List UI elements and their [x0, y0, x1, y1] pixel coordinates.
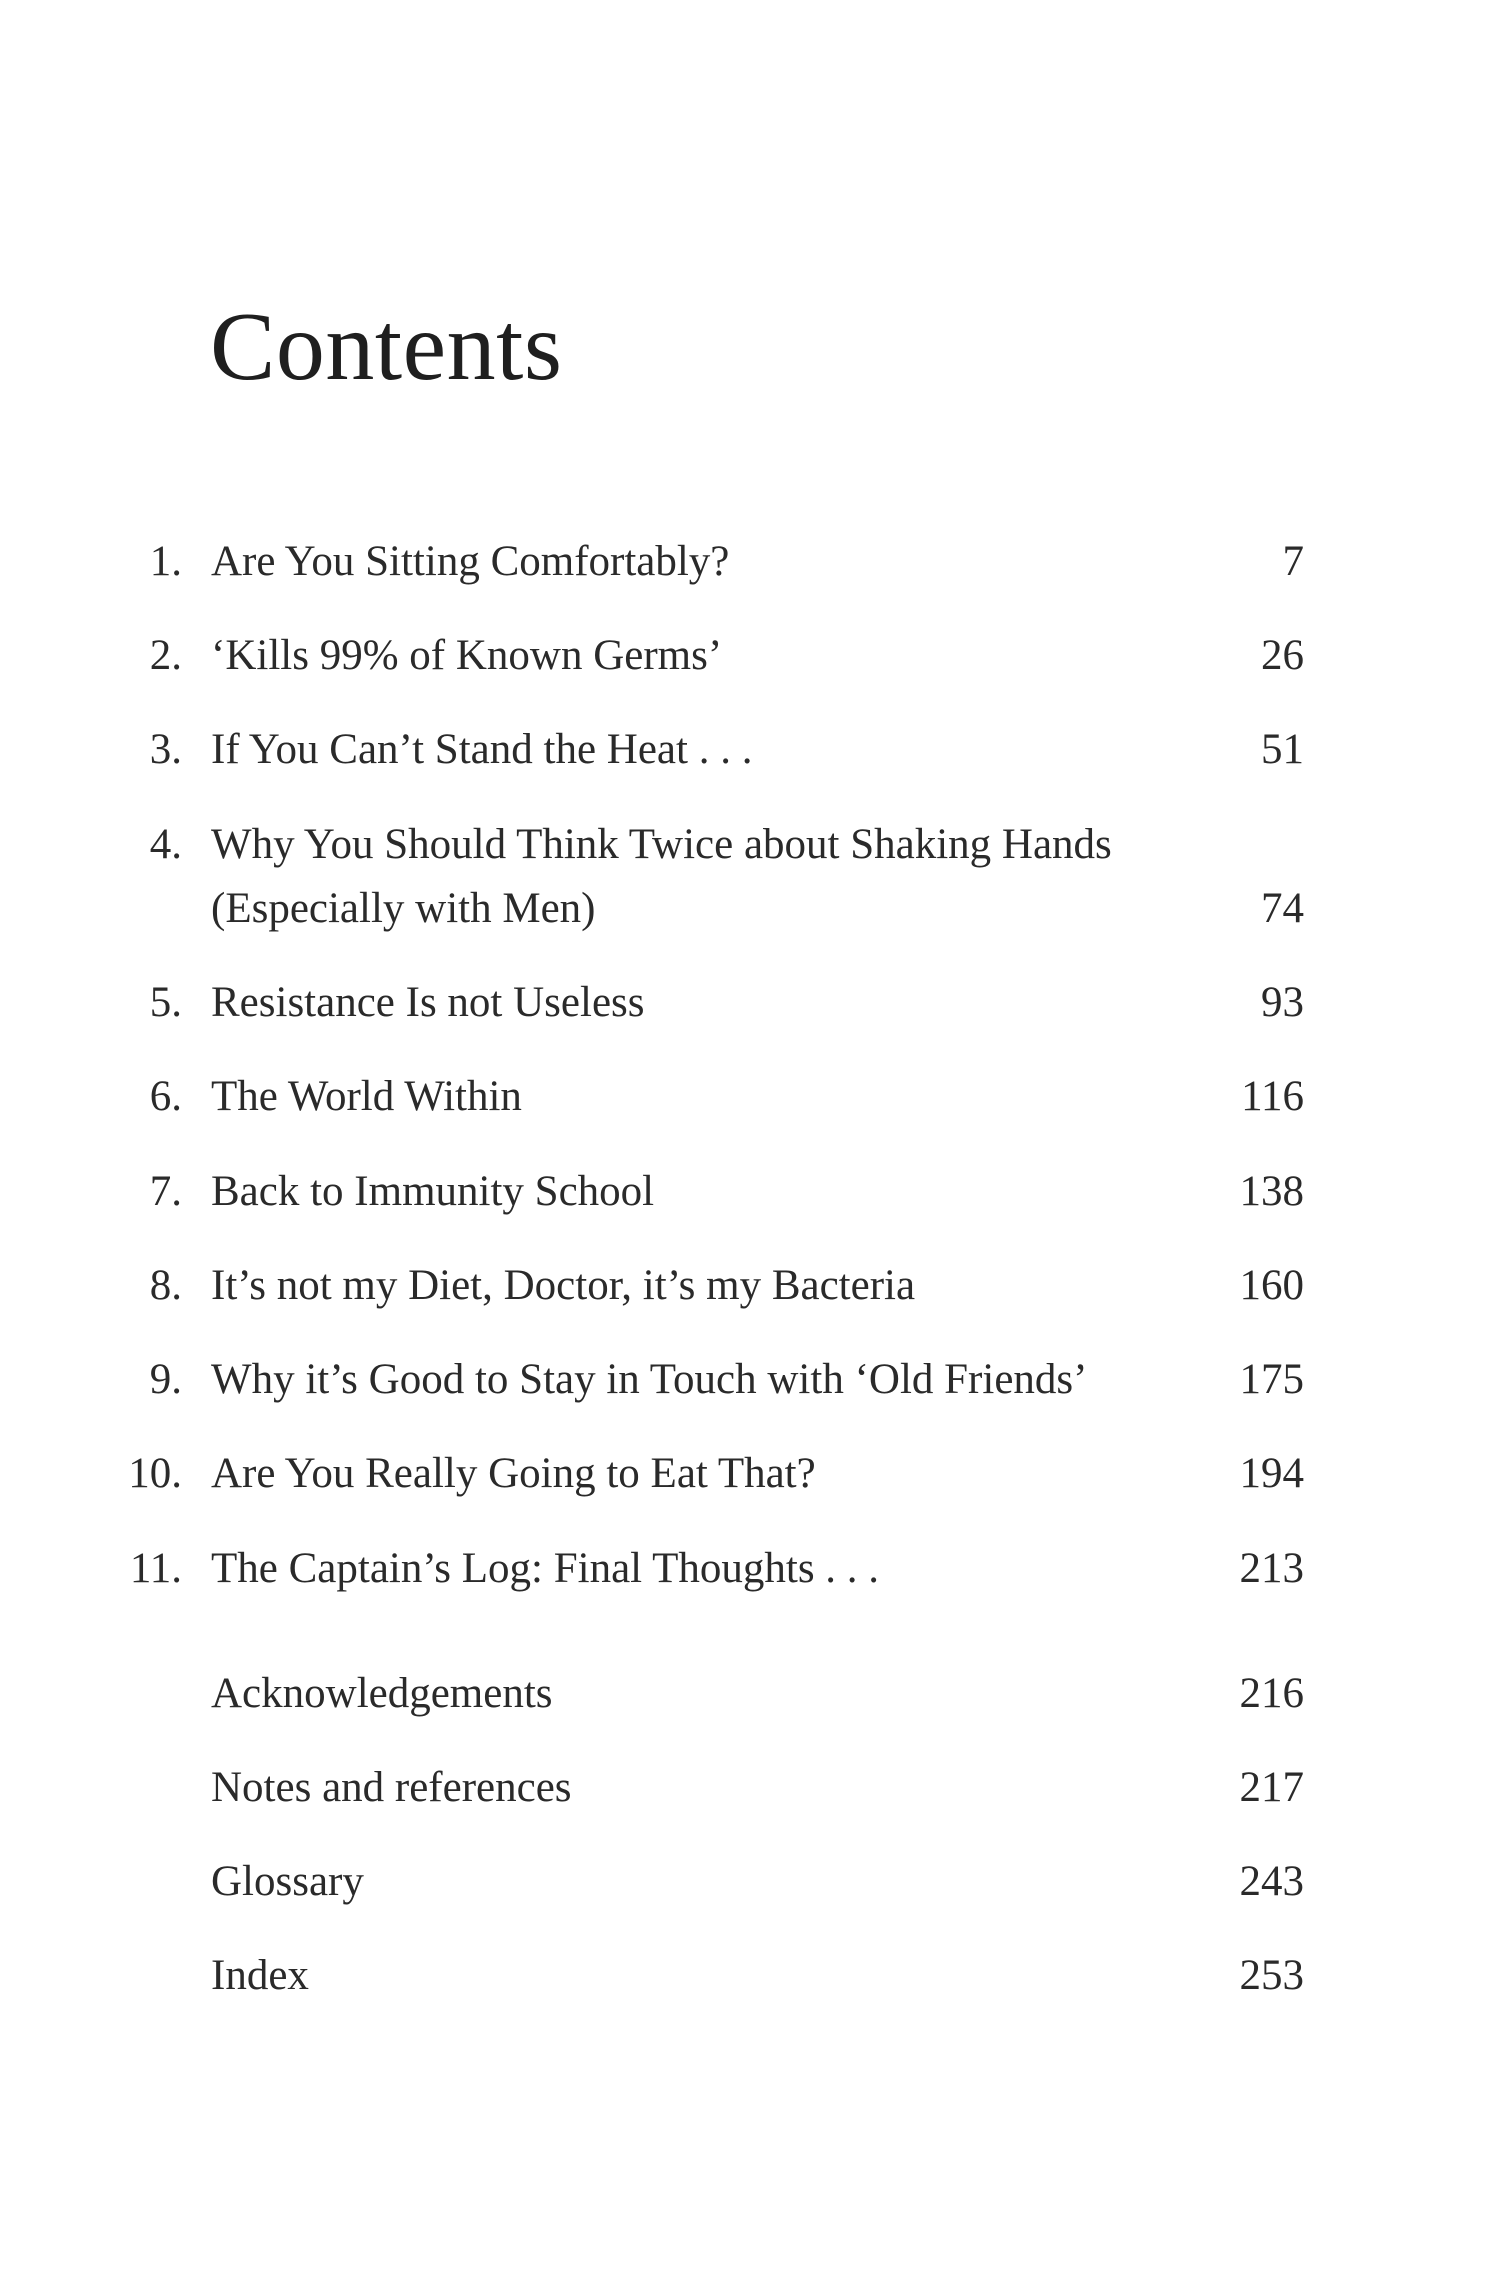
page-number: 213	[1239, 1545, 1304, 1592]
chapter-title: ‘Kills 99% of Known Germs’	[211, 632, 723, 679]
chapter-title: Back to Immunity School	[211, 1168, 655, 1215]
chapter-title: Resistance Is not Useless	[211, 979, 645, 1026]
chapter-number: 1.	[149, 538, 182, 585]
chapter-title-line-1: Why You Should Think Twice about Shaking Hands	[211, 821, 1112, 868]
chapter-title: Why it’s Good to Stay in Touch with ‘Old Friends’	[211, 1356, 1088, 1403]
chapter-number: 7.	[149, 1168, 182, 1215]
page-number: 175	[1239, 1356, 1304, 1403]
back-matter-title: Notes and references	[211, 1764, 572, 1811]
back-matter-title: Glossary	[211, 1858, 364, 1905]
page-number: 194	[1239, 1450, 1304, 1497]
page-number: 217	[1239, 1764, 1304, 1811]
back-matter-title: Index	[211, 1952, 309, 1999]
page-number: 253	[1239, 1952, 1304, 1999]
page-number: 160	[1239, 1262, 1304, 1309]
chapter-title-line-2: (Especially with Men)	[211, 885, 596, 932]
page-number: 26	[1261, 632, 1304, 679]
chapter-number: 4.	[149, 821, 182, 868]
page-number: 7	[1282, 538, 1304, 585]
page-number: 243	[1239, 1858, 1304, 1905]
page-number: 93	[1261, 979, 1304, 1026]
back-matter-title: Acknowledgements	[211, 1670, 553, 1717]
page-number: 216	[1239, 1670, 1304, 1717]
chapter-title: The Captain’s Log: Final Thoughts . . .	[211, 1545, 880, 1592]
chapter-title: If You Can’t Stand the Heat . . .	[211, 726, 753, 773]
chapter-title: The World Within	[211, 1073, 522, 1120]
chapter-number: 11.	[129, 1545, 182, 1592]
chapter-number: 9.	[149, 1356, 182, 1403]
chapter-number: 10.	[128, 1450, 182, 1497]
chapter-title: It’s not my Diet, Doctor, it’s my Bacteria	[211, 1262, 916, 1309]
chapter-title: Are You Really Going to Eat That?	[211, 1450, 816, 1497]
chapter-number: 3.	[149, 726, 182, 773]
chapter-number: 8.	[149, 1262, 182, 1309]
page-number: 138	[1239, 1168, 1304, 1215]
chapter-title: Are You Sitting Comfortably?	[211, 538, 730, 585]
chapter-number: 6.	[149, 1073, 182, 1120]
page-number: 74	[1261, 885, 1304, 932]
chapter-title	[211, 813, 1211, 941]
page-number: 116	[1241, 1073, 1304, 1120]
chapter-number: 2.	[149, 632, 182, 679]
page-title: Contents	[210, 293, 563, 401]
page-number: 51	[1261, 726, 1304, 773]
chapter-number: 5.	[149, 979, 182, 1026]
